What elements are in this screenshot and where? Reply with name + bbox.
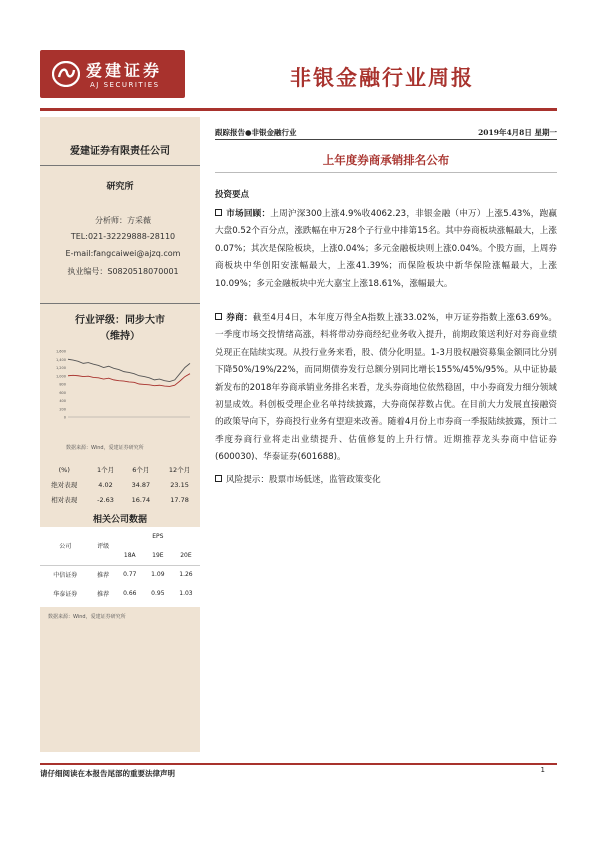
industry-rating bbox=[40, 313, 200, 345]
comp-header-rating: 评级 bbox=[90, 527, 115, 565]
checkbox-bullet-icon bbox=[215, 313, 222, 320]
perf-row bbox=[40, 477, 200, 492]
sidebar-divider bbox=[40, 303, 200, 304]
perf-cell: 16.74 bbox=[131, 495, 151, 504]
logo-cn-text: 爱建证券 bbox=[86, 61, 163, 80]
checkbox-bullet-icon bbox=[215, 475, 222, 482]
y-tick-label: 200 bbox=[59, 407, 66, 412]
comp-name: 中信证券 bbox=[53, 572, 78, 580]
sidebar-divider bbox=[40, 165, 200, 166]
company-logo bbox=[40, 50, 185, 98]
perf-header-cell: 1个月 bbox=[96, 466, 115, 474]
report-title: 非银金融行业周报 bbox=[290, 65, 474, 90]
perf-header-cell: 12个月 bbox=[168, 466, 191, 474]
y-tick-label: 1,200 bbox=[55, 366, 66, 370]
series-line-1 bbox=[68, 359, 190, 381]
perf-cell: -2.63 bbox=[97, 495, 114, 504]
logo-mark-icon bbox=[52, 61, 80, 87]
analyst-email[interactable]: E-mail:fangcaiwei@ajzq.com bbox=[65, 249, 181, 258]
perf-header-cell: (%) bbox=[58, 465, 70, 474]
comp-header-eps: EPS bbox=[152, 533, 164, 540]
comp-row bbox=[40, 584, 200, 603]
analyst-tel: TEL:021-32229888-28110 bbox=[70, 232, 176, 241]
y-tick-label: 0 bbox=[63, 415, 66, 420]
comp-eps: 1.03 bbox=[179, 590, 193, 597]
brokers-paragraph bbox=[215, 310, 557, 467]
index-chart bbox=[48, 347, 194, 437]
related-companies-title: 相关公司数据 bbox=[92, 515, 147, 525]
company-data-source: 数据来源：Wind，爱建证券研究所 bbox=[48, 614, 126, 620]
paragraph-text: 风险提示：股票市场低迷，监管政策变化 bbox=[226, 475, 381, 485]
comp-eps: 0.66 bbox=[123, 590, 137, 597]
comp-eps: 0.95 bbox=[151, 590, 165, 597]
checkbox-bullet-icon bbox=[215, 209, 222, 216]
y-tick-label: 600 bbox=[59, 390, 66, 395]
department: 研究所 bbox=[106, 182, 134, 192]
report-tag: 跟踪报告●非银金融行业 bbox=[215, 128, 297, 137]
legal-notice: 请仔细阅读在本报告尾部的重要法律声明 bbox=[40, 769, 175, 778]
y-tick-label: 1,600 bbox=[55, 349, 66, 354]
company-name: 爱建证券有限责任公司 bbox=[70, 146, 170, 157]
perf-label: 相对表现 bbox=[51, 496, 78, 504]
comp-header-year: 19E bbox=[144, 546, 172, 565]
logo-en-text: AJ SECURITIES bbox=[90, 81, 160, 89]
header-divider bbox=[40, 108, 557, 111]
main-divider bbox=[215, 139, 557, 140]
performance-table bbox=[40, 462, 200, 507]
perf-row bbox=[40, 492, 200, 507]
y-tick-label: 1,400 bbox=[55, 357, 66, 362]
comp-rating: 推荐 bbox=[97, 572, 110, 580]
perf-cell: 4.02 bbox=[98, 480, 113, 489]
page-number: 1 bbox=[540, 766, 545, 774]
y-tick-label: 400 bbox=[59, 399, 66, 403]
sidebar bbox=[40, 117, 200, 752]
paragraph-label: 券商： bbox=[226, 313, 253, 323]
company-data-table bbox=[40, 527, 200, 603]
comp-eps: 1.09 bbox=[151, 571, 165, 579]
article-title: 上年度券商承销排名公布 bbox=[322, 153, 450, 167]
risk-paragraph bbox=[215, 472, 557, 489]
perf-cell: 23.15 bbox=[170, 480, 189, 489]
report-date: 2019年4月8日 星期一 bbox=[478, 128, 557, 137]
market-review-paragraph bbox=[215, 206, 557, 293]
comp-header-year: 20E bbox=[172, 546, 200, 565]
paragraph-text: 截至4月4日，本年度万得全A指数上涨33.02%，申万证券指数上涨63.69%。一季度市场交投情绪高涨，料将带动券商经纪业务收入提升，前期政策送利好对券商业绩兑现正在陆续实现。从投行业务来看，股、债分化明显。1-3月股权融资募集金额同比分别下降50%/19%/22%，而同期债券发行总额分别同比增长155%/45%/95%。从中证协最新发布的2018年券商承销业务排名来看，龙头券商地位依然稳固，中小券商发力细分领域初显成效。科创板受理企业名单持续披露，大券商保荐数占优。在目前大力发展直接融资的政策导向下，券商投行业务有望迎来改善。随着4月份上市券商一季报陆续披露，预计二季度券商行业将走出业绩提升、估值修复的上升行情。近期推荐龙头券商中信证券(600030)、华泰证券(601688)。 bbox=[215, 313, 557, 463]
chart-source: 数据来源：Wind，爱建证券研究所 bbox=[66, 445, 144, 451]
perf-cell: 17.78 bbox=[170, 495, 189, 504]
perf-header-row bbox=[40, 462, 200, 477]
analyst-cert: 执业编号：S0820518070001 bbox=[67, 267, 179, 276]
y-tick-label: 800 bbox=[59, 382, 66, 387]
comp-header-row bbox=[40, 527, 200, 546]
comp-name: 华泰证券 bbox=[53, 591, 78, 598]
main-divider bbox=[215, 172, 557, 173]
footer-divider bbox=[40, 763, 557, 765]
perf-cell: 34.87 bbox=[131, 480, 151, 489]
comp-rating: 推荐 bbox=[97, 591, 110, 598]
perf-label: 绝对表现 bbox=[51, 481, 78, 489]
comp-eps: 1.26 bbox=[179, 571, 193, 579]
y-tick-label: 1,000 bbox=[55, 374, 66, 379]
comp-eps: 0.77 bbox=[123, 571, 137, 579]
comp-row bbox=[40, 565, 200, 584]
paragraph-text: 上周沪深300上涨4.9%收4062.23，非银金融（申万）上涨5.43%，跑赢大盘0.52个百分点，涨跌幅在申万28个子行业中排第15名。其中券商板块涨幅最大，上涨0.07%；其次是保险板块，上涨0.04%；多元金融板块则上涨0.04%。个股方面，上周券商板块中华创阳安涨幅最大，上涨41.39%；而保险板块中新华保险涨幅最大，上涨10.09%；多元金融板块中光大嘉宝上涨18.61%，涨幅最大。 bbox=[215, 209, 557, 289]
paragraph-label: 市场回顾： bbox=[226, 209, 271, 219]
rating-line2: （维持） bbox=[100, 331, 140, 342]
comp-header-year: 18A bbox=[116, 546, 144, 565]
analyst-name: 分析师：方采薇 bbox=[95, 216, 151, 225]
company-data-box bbox=[40, 527, 200, 607]
comp-header-company: 公司 bbox=[40, 527, 90, 565]
perf-header-cell: 6个月 bbox=[132, 466, 150, 474]
rating-line1: 行业评级：同步大市 bbox=[75, 315, 165, 326]
invest-heading: 投资要点 bbox=[215, 190, 250, 200]
series-line-2 bbox=[68, 374, 190, 387]
